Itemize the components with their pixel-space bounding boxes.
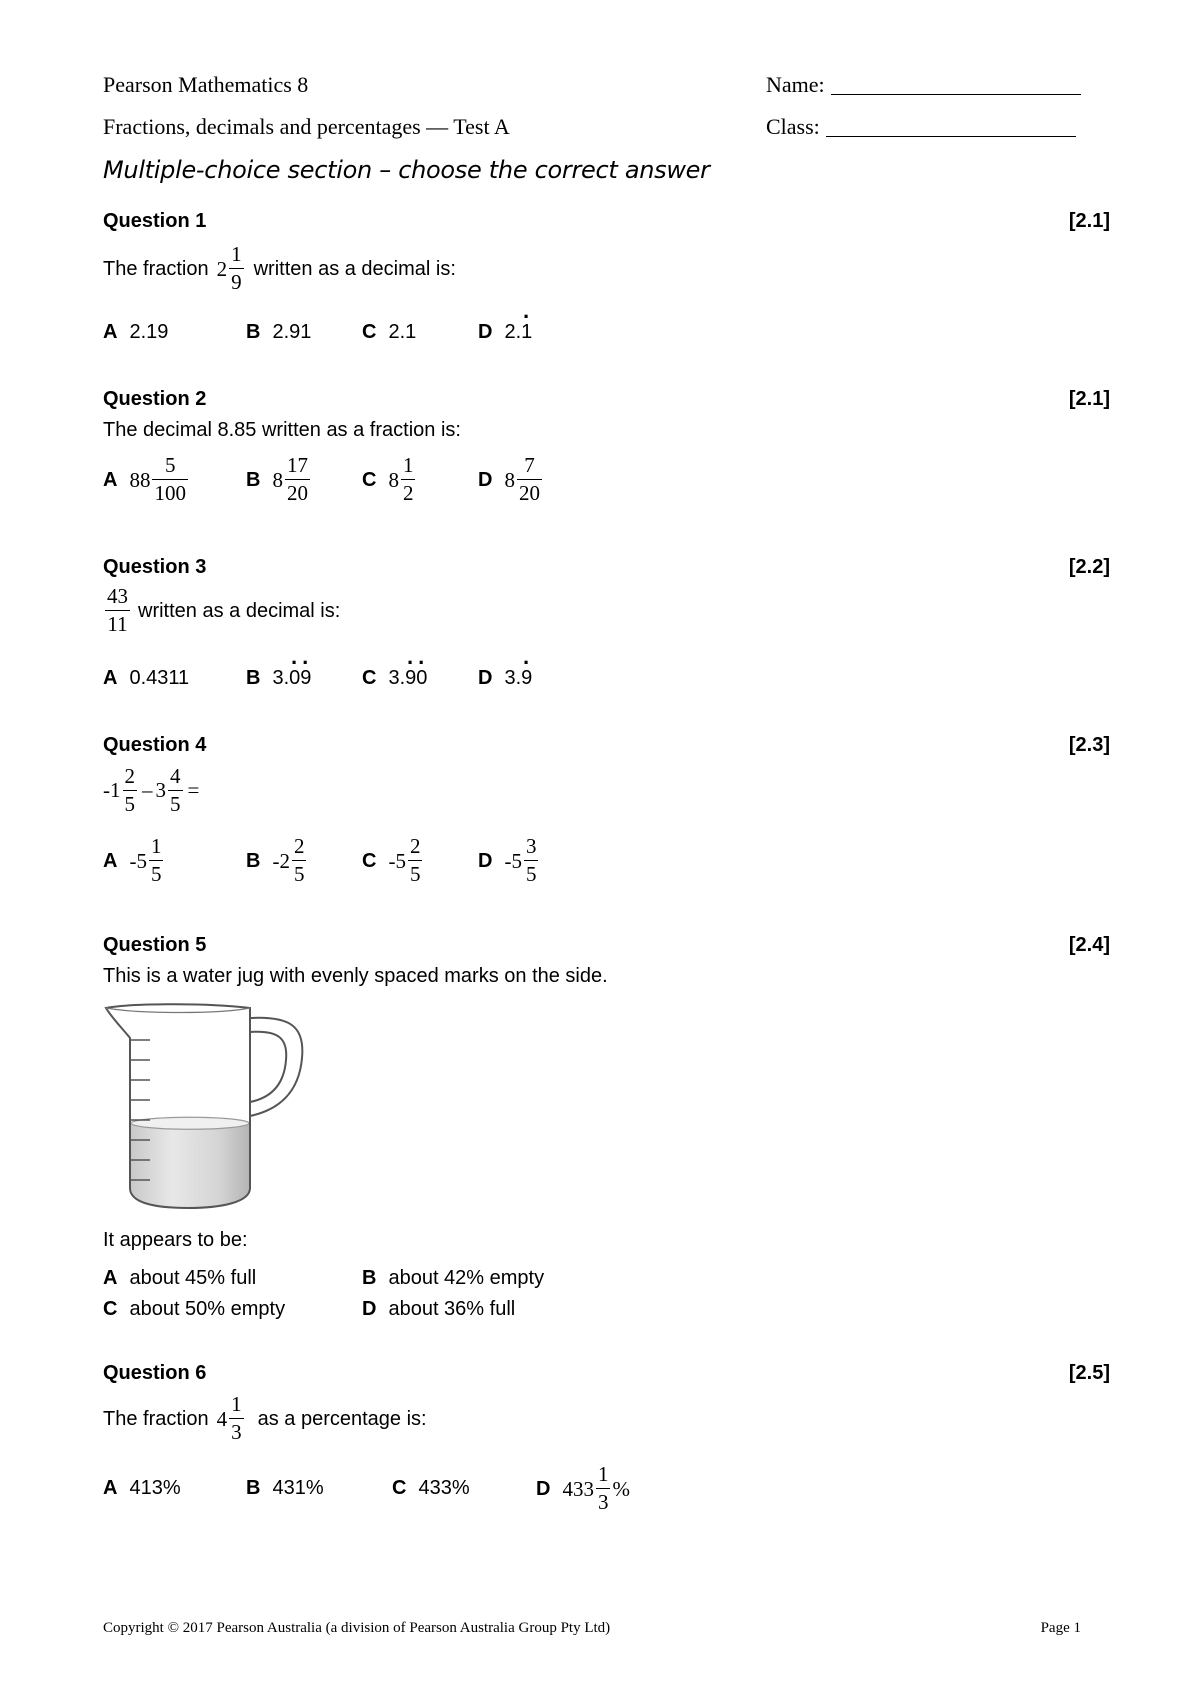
question-5-title: Question 5	[103, 934, 207, 956]
question-6-title: Question 6	[103, 1362, 207, 1384]
name-label: Name:	[766, 72, 825, 97]
question-1-title: Question 1	[103, 210, 207, 232]
q4-option-c[interactable]: C -5 $\frac{2}{5}$	[362, 834, 421, 886]
q5-option-b[interactable]: B about 42% empty	[362, 1267, 545, 1289]
footer-copyright: Copyright © 2017 Pearson Australia (a division of Pearson Australia Group Pty Ltd)	[103, 1620, 611, 1636]
name-field	[766, 72, 1081, 98]
q6-option-d[interactable]: D 433 $\frac{1}{3}$ %	[536, 1462, 630, 1514]
jug-rim	[106, 1008, 250, 1013]
q1-option-b[interactable]: B 2.91	[246, 321, 312, 343]
question-5-prompt: This is a water jug with evenly spaced marks on the side.	[103, 965, 608, 987]
footer-page-number: Page 1	[1040, 1620, 1081, 1636]
question-1-ref: [2.1]	[1068, 210, 1110, 232]
q4-option-d[interactable]: D -5 $\frac{3}{5}$	[478, 834, 537, 886]
q2-option-b[interactable]: B 8 $\frac{17}{20}$	[246, 453, 308, 505]
question-1-mixed-number: 2 $\frac{1}{9}$	[216, 242, 242, 294]
question-5-ref: [2.4]	[1068, 934, 1110, 956]
q3-option-a[interactable]: A 0.4311	[103, 667, 190, 689]
jug-water	[131, 1123, 249, 1207]
question-2-ref: [2.1]	[1068, 388, 1110, 410]
question-5-question: It appears to be:	[103, 1229, 248, 1251]
question-4-ref: [2.3]	[1068, 734, 1110, 756]
q1-option-d[interactable]: D 2.· 1	[478, 320, 532, 344]
q4-option-a[interactable]: A -5 $\frac{1}{5}$	[103, 834, 162, 886]
q6-option-a[interactable]: A 413%	[103, 1477, 181, 1499]
question-1-prompt: The fraction 2 $\frac{1}{9}$ written as a decimal is:	[103, 242, 456, 294]
q1-option-c[interactable]: C 2.1	[362, 321, 417, 343]
question-2-title: Question 2	[103, 388, 207, 410]
q2-option-a[interactable]: A 88 $\frac{5}{100}$	[103, 453, 186, 505]
q3-option-d[interactable]: D 3.· 9	[478, 666, 532, 690]
q5-option-a[interactable]: A about 45% full	[103, 1267, 257, 1289]
q5-option-c[interactable]: C about 50% empty	[103, 1298, 286, 1320]
q2-option-c[interactable]: C 8 $\frac{1}{2}$	[362, 453, 414, 505]
jug-handle-inner	[250, 1032, 286, 1102]
class-label: Class:	[766, 114, 820, 139]
class-field	[766, 114, 1076, 140]
class-line	[826, 136, 1076, 137]
question-3-prompt: $\frac{43}{11}$ written as a decimal is:	[107, 584, 341, 636]
question-2-prompt: The decimal 8.85 written as a fraction is:	[103, 419, 461, 441]
q6-option-c[interactable]: C 433%	[392, 1477, 470, 1499]
question-4-expression: -1 $\frac{2}{5}$ – 3 $\frac{4}{5}$ =	[103, 764, 200, 816]
q4-option-b[interactable]: B -2 $\frac{2}{5}$	[246, 834, 305, 886]
question-3-ref: [2.2]	[1068, 556, 1110, 578]
question-6-mixed-number: 4 $\frac{1}{3}$	[216, 1392, 242, 1444]
question-6-prompt: The fraction 4 $\frac{1}{3}$ as a percentage is:	[103, 1392, 427, 1444]
question-6-ref: [2.5]	[1068, 1362, 1110, 1384]
q3-option-b[interactable]: B 3.· 0· 9	[246, 666, 311, 690]
water-jug-image	[100, 998, 310, 1218]
q6-option-b[interactable]: B 431%	[246, 1477, 324, 1499]
q1-option-a[interactable]: A 2.19	[103, 321, 169, 343]
q2-option-d[interactable]: D 8 $\frac{7}{20}$	[478, 453, 540, 505]
question-3-title: Question 3	[103, 556, 207, 578]
jug-water-surface	[131, 1117, 249, 1129]
test-title: Fractions, decimals and percentages — Test A	[103, 114, 510, 139]
book-title: Pearson Mathematics 8	[103, 72, 309, 97]
question-4-title: Question 4	[103, 734, 207, 756]
q5-option-d[interactable]: D about 36% full	[362, 1298, 516, 1320]
question-3-fraction: $\frac{43}{11}$	[107, 584, 128, 636]
section-title: Multiple-choice section – choose the correct answer	[103, 156, 710, 184]
name-line	[831, 94, 1081, 95]
q3-option-c[interactable]: C 3.· 9· 0	[362, 666, 427, 690]
